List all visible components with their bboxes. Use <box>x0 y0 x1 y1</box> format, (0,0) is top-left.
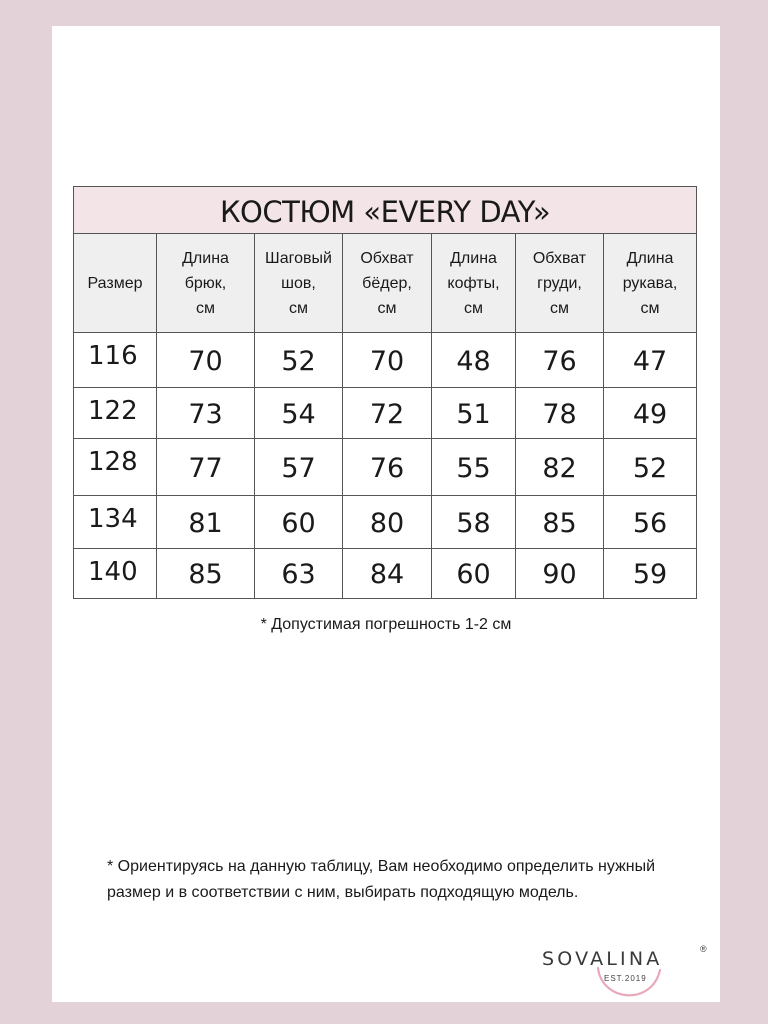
table-row <box>74 388 697 439</box>
table-cell: 76 <box>343 439 432 496</box>
header-line: см <box>196 299 215 317</box>
table-cell: 90 <box>516 549 604 599</box>
table-cell: 76 <box>516 333 604 388</box>
header-hip-girth <box>343 234 432 333</box>
header-line: см <box>377 299 397 317</box>
table-cell: 72 <box>343 388 432 439</box>
instruction-note: * Ориентируясь на данную таблицу, Вам необходимо определить нужный размер и в соответствии с ним, выбирать подходящую модель. <box>107 858 656 901</box>
table-cell: 59 <box>604 549 697 599</box>
header-line: брюк, <box>184 274 227 292</box>
header-line: кофты, <box>447 274 500 292</box>
header-line: см <box>640 299 660 317</box>
table-cell: 51 <box>432 388 516 439</box>
table-row <box>74 439 697 496</box>
table-row <box>74 496 697 549</box>
table-title-row <box>74 187 697 234</box>
header-line: Обхват <box>532 249 587 267</box>
header-line: рукава, <box>622 274 678 292</box>
header-line: бёдер, <box>362 274 412 292</box>
header-chest-girth <box>516 234 604 333</box>
tolerance-note: * Допустимая погрешность 1-2 см <box>260 616 512 633</box>
table-cell: 48 <box>432 333 516 388</box>
brand-logo <box>542 944 712 1004</box>
size-cell: 116 <box>74 333 157 388</box>
size-table <box>73 186 697 599</box>
table-cell: 63 <box>255 549 343 599</box>
header-line: груди, <box>537 274 582 292</box>
table-cell: 77 <box>157 439 255 496</box>
table-cell: 60 <box>432 549 516 599</box>
logo-registered-mark: ® <box>700 944 707 954</box>
table-cell: 52 <box>255 333 343 388</box>
size-cell: 140 <box>74 549 157 599</box>
table-row <box>74 549 697 599</box>
table-header-row <box>74 234 697 333</box>
header-top-length <box>432 234 516 333</box>
size-cell: 134 <box>74 496 157 549</box>
table-cell: 84 <box>343 549 432 599</box>
header-line: Обхват <box>360 249 414 267</box>
size-chart-sheet <box>52 26 720 1002</box>
size-cell: 128 <box>74 439 157 496</box>
header-pants-length <box>157 234 255 333</box>
header-line: Длина <box>626 249 674 267</box>
table-title: КОСТЮМ «EVERY DAY» <box>74 187 697 234</box>
table-cell: 54 <box>255 388 343 439</box>
header-sleeve-length <box>604 234 697 333</box>
size-cell: 122 <box>74 388 157 439</box>
table-cell: 78 <box>516 388 604 439</box>
table-cell: 73 <box>157 388 255 439</box>
table-cell: 60 <box>255 496 343 549</box>
logo-est: EST.2019 <box>604 974 647 983</box>
header-size-label: Размер <box>87 274 143 292</box>
header-line: см <box>464 299 483 317</box>
header-size <box>74 234 157 333</box>
table-cell: 85 <box>157 549 255 599</box>
table-cell: 70 <box>157 333 255 388</box>
header-line: см <box>550 299 569 317</box>
header-line: Шаговый <box>265 249 332 267</box>
table-cell: 52 <box>604 439 697 496</box>
table-row <box>74 333 697 388</box>
header-line: шов, <box>281 274 316 292</box>
table-cell: 56 <box>604 496 697 549</box>
table-cell: 58 <box>432 496 516 549</box>
header-line: см <box>289 299 308 317</box>
header-line: Длина <box>182 249 229 267</box>
header-inseam <box>255 234 343 333</box>
table-cell: 85 <box>516 496 604 549</box>
table-cell: 80 <box>343 496 432 549</box>
header-line: Длина <box>450 249 497 267</box>
table-cell: 55 <box>432 439 516 496</box>
table-cell: 81 <box>157 496 255 549</box>
table-cell: 49 <box>604 388 697 439</box>
logo-wordmark: SOVALINA <box>542 948 663 970</box>
table-cell: 70 <box>343 333 432 388</box>
table-cell: 57 <box>255 439 343 496</box>
table-cell: 82 <box>516 439 604 496</box>
table-cell: 47 <box>604 333 697 388</box>
